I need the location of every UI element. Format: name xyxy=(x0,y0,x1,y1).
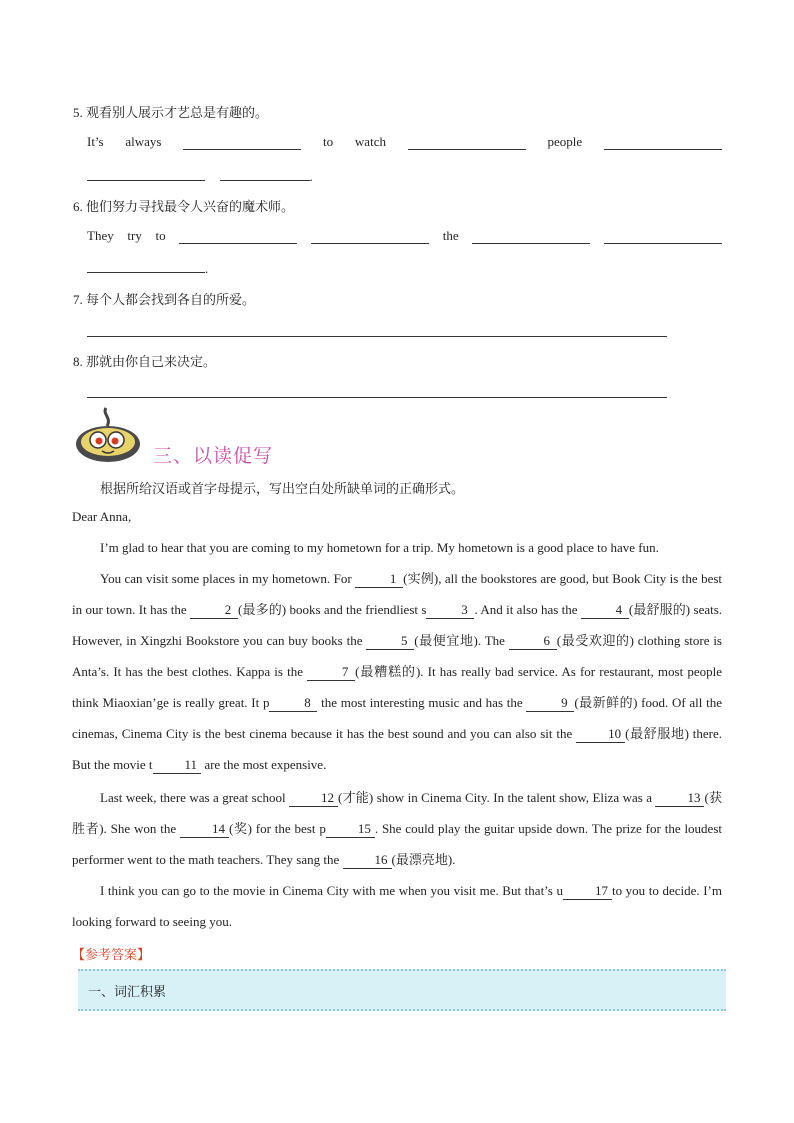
question-6-line-1 xyxy=(87,224,722,244)
q6-word: the xyxy=(442,228,459,243)
answer-blank[interactable]: 6 xyxy=(509,633,557,650)
answer-blank[interactable] xyxy=(472,229,590,244)
passage-paragraph-3: Last week, there was a great school 12 (才能) show in Cinema City. In the talent show, Eliza was a 13 (获胜者). She won the 14 (奖) for the best p 15 . She could play the guitar upside down. The prize for the loudest performer went to the math teachers. They sang the 16 (最漂亮地). xyxy=(72,790,722,867)
answer-key-tag: 【参考答案】 xyxy=(72,948,151,963)
question-8-prompt: 8. 那就由你自己来决定。 xyxy=(73,354,217,369)
answer-blank[interactable]: 8 xyxy=(269,695,317,712)
answer-line[interactable] xyxy=(87,336,667,337)
answer-blank[interactable]: 9 xyxy=(526,695,574,712)
answer-blank[interactable] xyxy=(604,229,722,244)
vocab-section-title: 一、词汇积累 xyxy=(88,985,167,1000)
section-instruction: 根据所给汉语或首字母提示，写出空白处所缺单词的正确形式。 xyxy=(100,482,465,497)
passage-paragraph-1: I’m glad to hear that you are coming to my hometown for a trip. My hometown is a good place to have fun. xyxy=(100,540,659,555)
question-6-prompt: 6. 他们努力寻找最令人兴奋的魔术师。 xyxy=(73,199,295,214)
cartoon-face-icon xyxy=(72,404,142,466)
answer-blank[interactable] xyxy=(183,135,301,150)
passage-paragraph-4: I think you can go to the movie in Cinema City with me when you visit me. But that’s u 17 to you to decide. I’m looking forward to seeing you. xyxy=(72,883,722,929)
answer-blank[interactable]: 11 xyxy=(153,757,202,774)
answer-blank[interactable]: 4 xyxy=(581,602,629,619)
letter-greeting: Dear Anna, xyxy=(72,509,132,524)
answer-blank[interactable]: 15 xyxy=(326,821,375,838)
question-5-line-2: . xyxy=(87,166,313,182)
answer-blank[interactable]: 12 xyxy=(289,790,338,807)
question-6-line-2: . xyxy=(87,258,208,274)
question-5-line-1 xyxy=(87,130,722,150)
answer-blank[interactable] xyxy=(87,166,205,181)
answer-blank[interactable]: 16 xyxy=(343,852,392,869)
answer-blank[interactable]: 3 xyxy=(426,602,474,619)
q5-word: people xyxy=(547,134,583,149)
answer-line[interactable] xyxy=(87,397,667,398)
question-5-prompt: 5. 观看别人展示才艺总是有趣的。 xyxy=(73,105,269,120)
answer-blank[interactable] xyxy=(408,135,526,150)
answer-blank[interactable]: 13 xyxy=(655,790,704,807)
answer-blank[interactable]: 5 xyxy=(366,633,414,650)
q5-word: It’s xyxy=(87,134,104,149)
answer-blank[interactable]: 17 xyxy=(563,883,612,900)
answer-blank[interactable] xyxy=(179,229,297,244)
q6-word: try xyxy=(127,228,142,243)
answer-blank[interactable] xyxy=(311,229,429,244)
answer-blank[interactable] xyxy=(87,258,205,273)
answer-blank[interactable]: 2 xyxy=(190,602,238,619)
question-7-prompt: 7. 每个人都会找到各自的所爱。 xyxy=(73,292,256,307)
answer-blank[interactable]: 10 xyxy=(576,726,625,743)
section-title: 三、以读促写 xyxy=(153,445,274,467)
answer-blank[interactable] xyxy=(604,135,722,150)
q6-word: They xyxy=(87,228,114,243)
q6-word: to xyxy=(155,228,166,243)
q5-word: watch xyxy=(354,134,386,149)
answer-blank[interactable] xyxy=(220,166,310,181)
answer-blank[interactable]: 14 xyxy=(180,821,229,838)
answer-blank[interactable]: 7 xyxy=(307,664,355,681)
passage-paragraph-2: You can visit some places in my hometown. For 1 (实例), all the bookstores are good, but Book City is the best in our town. It has the 2 (最多的) books and the friendliest s 3 . And it also has the 4 (最舒服的) seats. However, in Xingzhi Bookstore you can buy books the 5 (最便宜地). The 6 (最受欢迎的) clothing store is Anta’s. It has the best clothes. Kappa is the 7 (最糟糕的). It has really bad service. As for restaurant, most people think Miaoxian’ge is really great. It p 8 the most interesting music and has the 9 (最新鲜的) food. Of all the cinemas, Cinema City is the best cinema because it has the best sound and you can also sit the 10 (最舒服地) there. But the movie t 11 are the most expensive. xyxy=(72,571,723,772)
vocab-section-box xyxy=(78,969,726,1011)
q5-word: always xyxy=(125,134,162,149)
answer-blank[interactable]: 1 xyxy=(355,571,403,588)
q5-word: to xyxy=(323,134,334,149)
